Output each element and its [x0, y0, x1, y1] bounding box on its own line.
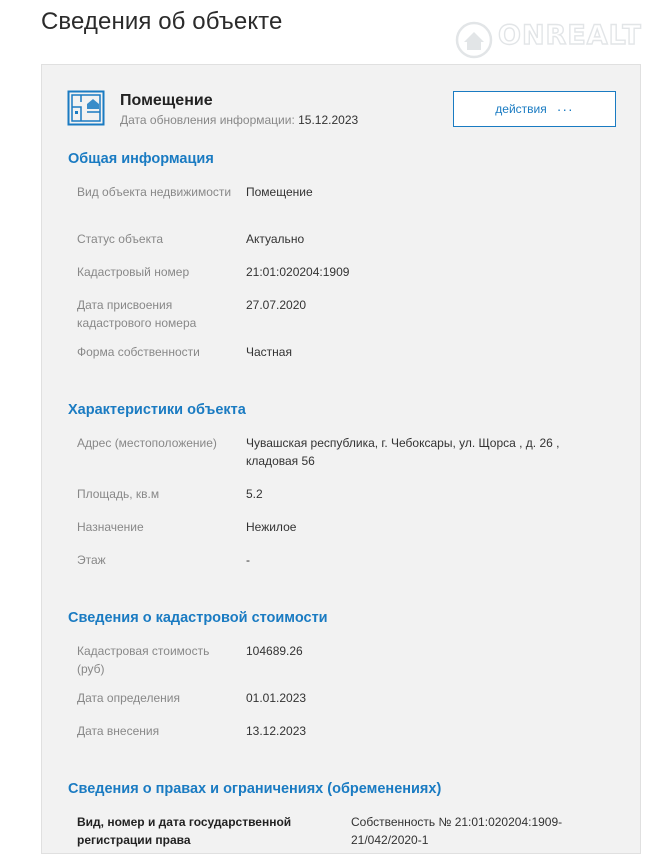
object-type: Помещение — [120, 92, 213, 109]
row-value: 27.07.2020 — [246, 298, 307, 312]
row-value: 13.12.2023 — [246, 724, 307, 738]
row-value: Помещение — [246, 185, 313, 199]
row-label: Площадь, кв.м — [77, 487, 160, 501]
row-label: Назначение — [77, 520, 144, 534]
row-value: Нежилое — [246, 520, 297, 534]
object-card — [41, 64, 641, 854]
row-value: - — [246, 553, 250, 567]
row-label: Кадастровая стоимость (руб) — [77, 644, 210, 676]
row-value: 21:01:020204:1909 — [246, 265, 350, 279]
row-label: Дата определения — [77, 691, 180, 705]
row-label: Кадастровый номер — [77, 265, 190, 279]
more-dots-icon: ··· — [556, 101, 574, 117]
row-label: Дата внесения — [77, 724, 160, 738]
update-label: Дата обновления информации: — [120, 113, 295, 127]
card-header — [42, 65, 640, 145]
section-title-general: Общая информация — [68, 151, 214, 167]
row-value: Частная — [246, 345, 292, 359]
update-info — [120, 113, 358, 127]
row-label: Вид объекта недвижимости — [77, 185, 232, 199]
row-label: Статус объекта — [77, 232, 164, 246]
page-title: Сведения об объекте — [41, 8, 283, 35]
house-logo-icon — [454, 20, 494, 60]
row-label: Этаж — [77, 553, 106, 567]
row-value: Чувашская республика, г. Чебоксары, ул. Щорса , д. 26 , кладовая 56 — [246, 436, 560, 468]
row-label: Форма собственности — [77, 345, 200, 359]
update-date: 15.12.2023 — [298, 113, 359, 127]
watermark-brand: ONREALT — [498, 20, 642, 51]
row-label: Вид, номер и дата государственной регистрации права — [77, 815, 292, 847]
actions-button[interactable] — [453, 91, 616, 127]
row-value: 01.01.2023 — [246, 691, 307, 705]
row-value: 5.2 — [246, 487, 263, 501]
section-title-cadastral-value: Сведения о кадастровой стоимости — [68, 610, 328, 626]
row-value: Актуально — [246, 232, 305, 246]
row-label: Дата присвоения кадастрового номера — [77, 298, 197, 330]
section-title-rights: Сведения о правах и ограничениях (обременениях) — [68, 781, 442, 797]
row-label: Адрес (местоположение) — [77, 436, 217, 450]
row-value: Собственность № 21:01:020204:1909-21/042/2020-1 — [351, 815, 563, 847]
section-title-characteristics: Характеристики объекта — [68, 402, 246, 418]
actions-label: действия — [495, 102, 547, 116]
building-plan-icon — [67, 90, 105, 126]
row-value: 104689.26 — [246, 644, 303, 658]
watermark-logo — [452, 18, 652, 68]
